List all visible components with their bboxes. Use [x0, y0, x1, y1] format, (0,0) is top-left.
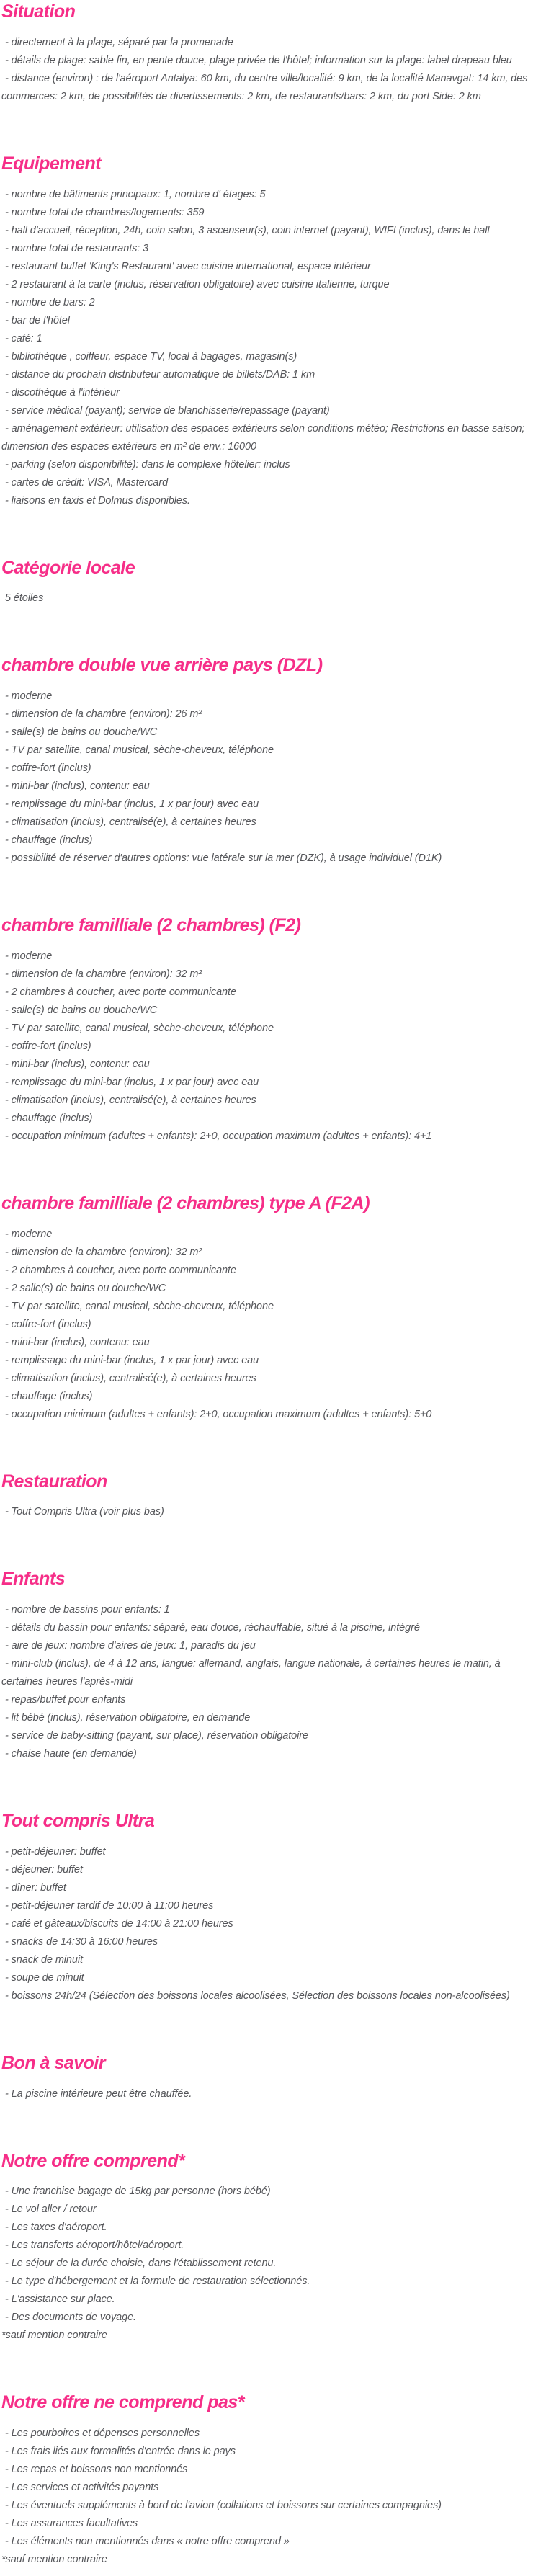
list-item: - dimension de la chambre (environ): 32 m² — [5, 1246, 202, 1258]
list-item: - détails de plage: sable fin, en pente douce, plage privée de l'hôtel; information sur la plage: label drapeau bleu — [5, 54, 512, 66]
list-item: - mini-bar (inclus), contenu: eau — [5, 780, 150, 792]
list-item: - La piscine intérieure peut être chauffée. — [5, 2087, 192, 2100]
list-item: - Les transferts aéroport/hôtel/aéroport. — [5, 2239, 184, 2252]
section-heading: Situation — [1, 1, 76, 22]
list-item: - bibliothèque , coiffeur, espace TV, local à bagages, magasin(s) — [5, 350, 297, 362]
list-item: - snacks de 14:30 à 16:00 heures — [5, 1935, 158, 1948]
list-item: - Tout Compris Ultra (voir plus bas) — [5, 1506, 164, 1518]
footnote: *sauf mention contraire — [1, 2554, 107, 2565]
content — [1, 1, 540, 2569]
section-heading: chambre familliale (2 chambres) type A (F2A) — [1, 1193, 370, 1213]
section-categorie-locale — [1, 558, 540, 608]
list-item: - chaise haute (en demande) — [5, 1748, 137, 1760]
list-item: - directement à la plage, séparé par la promenade — [5, 36, 233, 48]
list-item: - service de baby-sitting (payant, sur place), réservation obligatoire — [5, 1730, 308, 1742]
list-item: - TV par satellite, canal musical, sèche-cheveux, téléphone — [5, 1300, 274, 1312]
section-heading: Bon à savoir — [1, 2052, 106, 2073]
list-item: - 2 salle(s) de bains ou douche/WC — [5, 1282, 166, 1294]
list-item: - coffre-fort (inclus) — [5, 1040, 91, 1052]
section-heading: chambre familliale (2 chambres) (F2) — [1, 915, 301, 935]
list-item: - café et gâteaux/biscuits de 14:00 à 21:00 heures — [5, 1917, 233, 1930]
list-item: - café: 1 — [5, 332, 42, 344]
list-item: - Le vol aller / retour — [5, 2203, 97, 2216]
list-item: - bar de l'hôtel — [5, 314, 70, 326]
list-item: - dîner: buffet — [5, 1881, 66, 1894]
list-item: - 2 chambres à coucher, avec porte communicante — [5, 1264, 236, 1276]
section-offre-comprend — [1, 2151, 540, 2345]
section-heading: Catégorie locale — [1, 557, 135, 578]
list-item: - service médical (payant); service de blanchisserie/repassage (payant) — [5, 404, 330, 416]
list-item: - climatisation (inclus), centralisé(e), à certaines heures — [5, 1372, 256, 1384]
list-item: - moderne — [5, 1228, 53, 1240]
section-chambre-f2a — [1, 1193, 540, 1424]
list-item: - 2 restaurant à la carte (inclus, réservation obligatoire) avec cuisine italienne, turque — [5, 278, 390, 290]
list-item: - déjeuner: buffet — [5, 1863, 83, 1876]
list-item: - mini-bar (inclus), contenu: eau — [5, 1058, 150, 1070]
list-item: - salle(s) de bains ou douche/WC — [5, 1004, 158, 1016]
list-item: - nombre total de chambres/logements: 359 — [5, 206, 205, 218]
list-item: - petit-déjeuner: buffet — [5, 1845, 106, 1858]
list-item: - Les éventuels suppléments à bord de l'avion (collations et boissons sur certaines compagnies) — [5, 2500, 442, 2511]
list-item: - remplissage du mini-bar (inclus, 1 x par jour) avec eau — [5, 1354, 259, 1366]
section-restauration — [1, 1471, 540, 1522]
list-item: - boissons 24h/24 (Sélection des boissons locales alcoolisées, Sélection des boissons locales non-alcoolisées) — [5, 1989, 510, 2002]
list-item: - cartes de crédit: VISA, Mastercard — [5, 476, 169, 489]
list-item: - chauffage (inclus) — [5, 834, 93, 846]
list-item: - climatisation (inclus), centralisé(e), à certaines heures — [5, 1094, 256, 1106]
footnote: *sauf mention contraire — [1, 2330, 107, 2342]
list-item: - nombre de bars: 2 — [5, 296, 95, 308]
list-item: - TV par satellite, canal musical, sèche-cheveux, téléphone — [5, 1022, 274, 1034]
section-tout-compris-ultra — [1, 1811, 540, 2005]
section-enfants — [1, 1569, 540, 1763]
section-situation — [1, 1, 540, 106]
list-item: - nombre total de restaurants: 3 — [5, 242, 149, 254]
list-item: - nombre de bâtiments principaux: 1, nombre d' étages: 5 — [5, 188, 266, 200]
list-item: - restaurant buffet 'King's Restaurant' avec cuisine international, espace intérieur — [5, 260, 371, 272]
section-heading: Notre offre comprend* — [1, 2150, 185, 2171]
section-heading: Notre offre ne comprend pas* — [1, 2392, 245, 2413]
section-heading: chambre double vue arrière pays (DZL) — [1, 655, 323, 676]
list-item: - Les pourboires et dépenses personnelles — [5, 2428, 200, 2439]
list-item: - Les assurances facultatives — [5, 2518, 138, 2529]
section-heading: Restauration — [1, 1471, 107, 1492]
section-heading: Equipement — [1, 153, 102, 174]
list-item: - aire de jeux: nombre d'aires de jeux: 1, paradis du jeu — [5, 1640, 256, 1652]
list-item: - Le séjour de la durée choisie, dans l'établissement retenu. — [5, 2258, 277, 2270]
list-item: - dimension de la chambre (environ): 26 m² — [5, 708, 202, 720]
list-item: - repas/buffet pour enfants — [5, 1694, 126, 1706]
list-item: - coffre-fort (inclus) — [5, 762, 91, 774]
list-item: - Une franchise bagage de 15kg par personne (hors bébé) — [5, 2185, 271, 2198]
list-item: 5 étoiles — [5, 592, 44, 605]
list-item: - TV par satellite, canal musical, sèche-cheveux, téléphone — [5, 744, 274, 756]
list-item: - remplissage du mini-bar (inclus, 1 x par jour) avec eau — [5, 798, 259, 810]
list-item: - L'assistance sur place. — [5, 2294, 115, 2306]
list-item: - hall d'accueil, réception, 24h, coin salon, 3 ascenseur(s), coin internet (payant), WIFI (inclus), dans le hall — [5, 224, 490, 236]
list-item: - coffre-fort (inclus) — [5, 1318, 91, 1330]
list-item: - aménagement extérieur: utilisation des espaces extérieurs selon conditions météo; Restrictions en basse saison; dimension des espaces extérieurs en m² de env.: 16000 — [1, 422, 525, 453]
list-item: - nombre de bassins pour enfants: 1 — [5, 1604, 170, 1615]
list-item: - Les éléments non mentionnés dans « notre offre comprend » — [5, 2536, 290, 2547]
list-item: - moderne — [5, 950, 53, 962]
list-item: - petit-déjeuner tardif de 10:00 à 11:00 heures — [5, 1899, 214, 1912]
section-chambre-f2 — [1, 915, 540, 1146]
section-offre-ne-comprend-pas — [1, 2392, 540, 2569]
list-item: - possibilité de réserver d'autres options: vue latérale sur la mer (DZK), à usage individuel (D1K) — [5, 852, 442, 864]
list-item: - Le type d'hébergement et la formule de restauration sélectionnés. — [5, 2276, 310, 2288]
list-item: - Les taxes d'aéroport. — [5, 2221, 107, 2234]
list-item: - soupe de minuit — [5, 1971, 84, 1984]
list-item: - distance du prochain distributeur automatique de billets/DAB: 1 km — [5, 368, 315, 380]
list-item: - 2 chambres à coucher, avec porte communicante — [5, 986, 236, 998]
list-item: - occupation minimum (adultes + enfants): 2+0, occupation maximum (adultes + enfants): 5+0 — [5, 1408, 432, 1420]
list-item: - mini-bar (inclus), contenu: eau — [5, 1336, 150, 1348]
list-item: - dimension de la chambre (environ): 32 m² — [5, 968, 202, 980]
list-item: - moderne — [5, 690, 53, 702]
list-item: - chauffage (inclus) — [5, 1390, 93, 1402]
list-item: - discothèque à l'intérieur — [5, 386, 120, 398]
section-heading: Enfants — [1, 1569, 66, 1590]
list-item: - détails du bassin pour enfants: séparé, eau douce, réchauffable, situé à la piscine, intégré — [5, 1622, 420, 1634]
section-equipement — [1, 153, 540, 510]
list-item: - parking (selon disponibilité): dans le complexe hôtelier: inclus — [5, 458, 290, 471]
list-item: - Les frais liés aux formalités d'entrée dans le pays — [5, 2446, 236, 2457]
list-item: - lit bébé (inclus), réservation obligatoire, en demande — [5, 1712, 251, 1724]
list-item: - Des documents de voyage. — [5, 2312, 136, 2324]
list-item: - snack de minuit — [5, 1953, 83, 1966]
list-item: - chauffage (inclus) — [5, 1112, 93, 1124]
list-item: - occupation minimum (adultes + enfants): 2+0, occupation maximum (adultes + enfants): 4+1 — [5, 1130, 432, 1142]
list-item: - Les services et activités payants — [5, 2482, 159, 2493]
list-item: - salle(s) de bains ou douche/WC — [5, 726, 158, 738]
section-bon-a-savoir — [1, 2053, 540, 2103]
list-item: - mini-club (inclus), de 4 à 12 ans, langue: allemand, anglais, langue nationale, à certaines heures le matin, à certaines heures l'après-midi — [1, 1658, 501, 1688]
list-item: - climatisation (inclus), centralisé(e), à certaines heures — [5, 816, 256, 828]
list-item: - liaisons en taxis et Dolmus disponibles. — [5, 494, 190, 507]
section-heading: Tout compris Ultra — [1, 1811, 155, 1831]
list-item: - remplissage du mini-bar (inclus, 1 x par jour) avec eau — [5, 1076, 259, 1088]
list-item: - distance (environ) : de l'aéroport Antalya: 60 km, du centre ville/localité: 9 km, de la localité Manavgat: 14 km, des commerces: 2 km, de possibilités de divertissements: 2 km, de restaurants/bars: 2 km, du port Side: 2 km — [1, 72, 528, 102]
section-chambre-dzl — [1, 655, 540, 868]
list-item: - Les repas et boissons non mentionnés — [5, 2464, 188, 2475]
